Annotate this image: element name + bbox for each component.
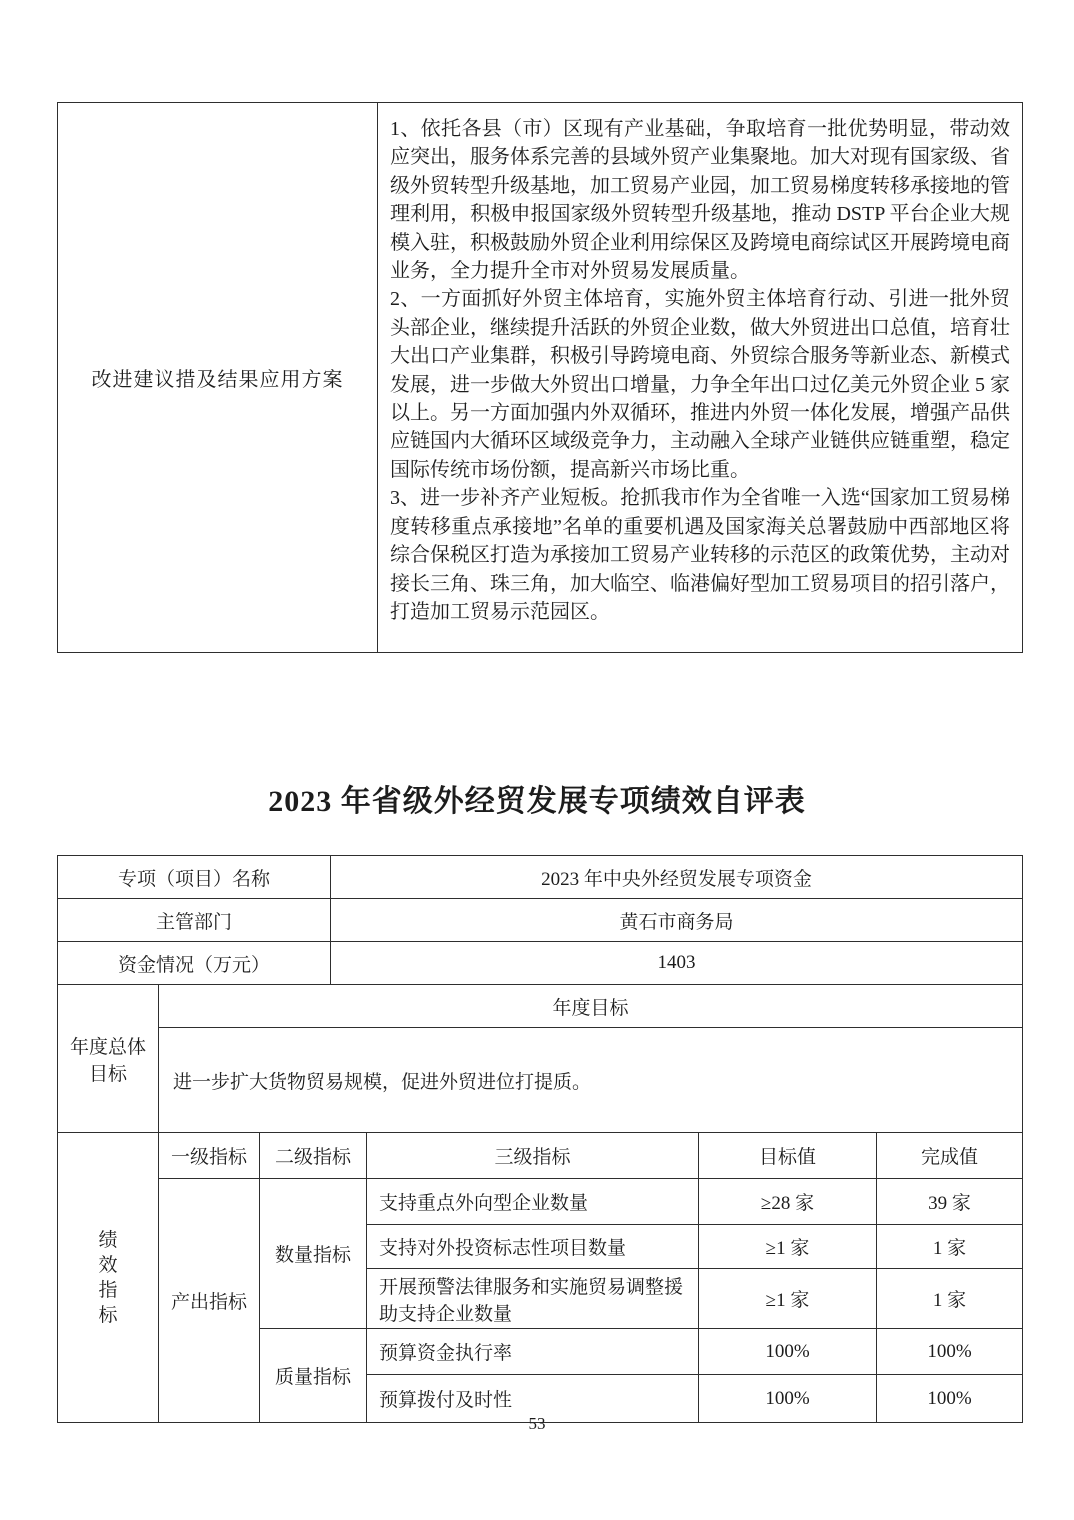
indicator-completed: 1 家	[877, 1225, 1022, 1269]
indicator-target: ≥1 家	[699, 1269, 877, 1329]
table-row	[58, 899, 1022, 942]
project-name-label: 专项（项目）名称	[58, 856, 331, 898]
header-level1: 一级指标	[159, 1133, 260, 1179]
improvement-suggestions-table	[57, 102, 1023, 653]
indicator-name: 支持对外投资标志性项目数量	[367, 1225, 699, 1269]
indicator-target: 100%	[699, 1375, 877, 1422]
indicator-name: 预算拨付及时性	[367, 1375, 699, 1422]
department-value: 黄石市商务局	[619, 911, 734, 933]
annual-goal-content: 进一步扩大货物贸易规模，促进外贸进位打提质。	[173, 1071, 592, 1093]
indicator-target: ≥28 家	[699, 1179, 877, 1225]
header-target: 目标值	[699, 1133, 877, 1179]
suggestion-paragraph-1: 1、依托各县（市）区现有产业基础，争取培育一批优势明显，带动效应突出，服务体系完善的县域外贸产业集聚地。加大对现有国家级、省级外贸转型升级基地，加工贸易产业园，加工贸易梯度转移承接地的管理利用，积极申报国家级外贸转型升级基地，推动 DSTP 平台企业大规模入驻，积极鼓励外贸企业利用综保区及跨境电商综试区开展跨境电商业务，全力提升全市对外贸易发展质量。	[390, 118, 1010, 283]
annual-goal-right	[159, 985, 1022, 1132]
annual-goal-label: 年度总体目标	[58, 985, 159, 1132]
header-level2: 二级指标	[260, 1133, 367, 1179]
table-row	[58, 942, 1022, 985]
table-row	[58, 856, 1022, 899]
page-number: 53	[528, 1414, 546, 1433]
funding-value: 1403	[657, 952, 696, 973]
improvement-suggestions-content	[378, 103, 1022, 652]
indicator-completed: 100%	[927, 1387, 972, 1409]
improvement-suggestions-label: 改进建议措及结果应用方案	[58, 103, 378, 652]
level2-quality-indicator: 质量指标	[260, 1329, 367, 1422]
level1-output-indicator: 产出指标	[159, 1179, 260, 1422]
suggestion-paragraph-3: 3、进一步补齐产业短板。抢抓我市作为全省唯一入选“国家加工贸易梯度转移重点承接地”名单的重要机遇及国家海关总署鼓励中西部地区将综合保税区打造为承接加工贸易产业转移的示范区的政策优势，主动对接长三角、珠三角，加大临空、临港偏好型加工贸易项目的招引落户，打造加工贸易示范园区。	[390, 487, 1010, 623]
indicator-completed: 39 家	[877, 1179, 1022, 1225]
self-evaluation-table	[57, 855, 1023, 1423]
project-name-value: 2023 年中央外经贸发展专项资金	[541, 868, 812, 890]
indicator-target: ≥1 家	[699, 1225, 877, 1269]
indicator-completed: 100%	[877, 1329, 1022, 1375]
annual-goal-section	[58, 985, 1022, 1133]
header-level3: 三级指标	[367, 1133, 699, 1179]
suggestion-paragraph-2: 2、一方面抓好外贸主体培育，实施外贸主体培育行动、引进一批外贸头部企业，继续提升活跃的外贸企业数，做大外贸进出口总值，培育壮大出口产业集群，积极引导跨境电商、外贸综合服务等新业态、新模式发展，进一步做大外贸出口增量，力争全年出口过亿美元外贸企业 5 家以上。另一方面加强内外双循环，推进内外贸一体化发展，增强产品供应链国内大循环区域级竞争力，主动融入全球产业链供应链重塑，稳定国际传统市场份额，提高新兴市场比重。	[390, 288, 1010, 481]
indicator-name: 支持重点外向型企业数量	[367, 1179, 699, 1225]
funding-label: 资金情况（万元）	[58, 942, 331, 984]
annual-goal-header: 年度目标	[159, 985, 1022, 1028]
department-label: 主管部门	[58, 899, 331, 941]
indicators-grid	[58, 1133, 1022, 1422]
performance-indicators-label: 绩效指标	[58, 1133, 159, 1422]
indicator-completed: 1 家	[877, 1269, 1022, 1329]
header-completed: 完成值	[877, 1133, 1022, 1179]
indicator-name: 预算资金执行率	[367, 1329, 699, 1375]
level2-quantity-indicator: 数量指标	[260, 1179, 367, 1329]
indicator-name: 开展预警法律服务和实施贸易调整援助支持企业数量	[367, 1269, 699, 1329]
document-title: 2023 年省级外经贸发展专项绩效自评表	[268, 785, 806, 818]
indicator-target: 100%	[699, 1329, 877, 1375]
